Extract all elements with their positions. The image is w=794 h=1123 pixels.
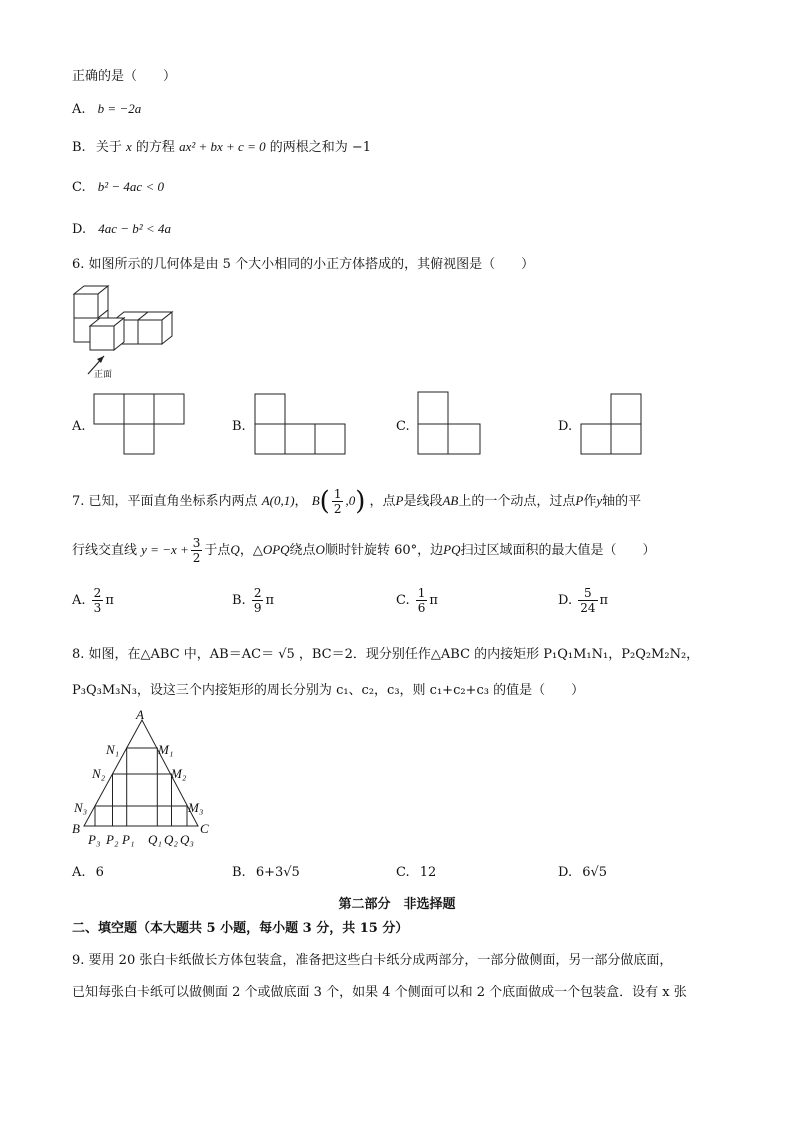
frac-num: 3	[192, 536, 201, 550]
q7-text: ，△	[239, 543, 263, 558]
option-frac	[416, 586, 428, 615]
part-two-title: 第二部分 非选择题	[338, 897, 456, 912]
q5-option-c[interactable]	[72, 178, 164, 197]
frac-den: 3	[93, 601, 102, 615]
q7-point-b-name: B	[311, 493, 320, 508]
q6-stem: 6. 如图所示的几何体是由 5 个大小相同的小正方体搭成的，其俯视图是（ ）	[72, 257, 535, 272]
option-value: 6	[95, 865, 104, 880]
q8-line2: P₃Q₃M₃N₃，设这三个内接矩形的周长分别为 c₁、c₂，c₃，则 c₁+c₂+c₃ 的值是（ ）	[72, 683, 585, 698]
option-label: C.	[396, 865, 410, 880]
q6-option-d-view[interactable]	[581, 394, 645, 456]
q6-option-a-view[interactable]	[94, 394, 186, 456]
q7-segment-ab: AB	[442, 493, 459, 508]
section-heading: 二、填空题（本大题共 5 小题，每小题 3 分，共 15 分）	[72, 921, 409, 936]
frac-num: 5	[578, 586, 597, 601]
q7-text: 扫过区域面积的最大值是（ ）	[460, 543, 656, 558]
option-label: B.	[232, 593, 246, 608]
pi-symbol: π	[429, 593, 438, 608]
option-label: D.	[72, 222, 87, 237]
q6-option-a-label[interactable]: A.	[72, 419, 86, 434]
q6-option-b-view[interactable]	[255, 394, 347, 456]
label-q2: Q₂	[164, 832, 178, 847]
q7-var-q: Q	[230, 542, 240, 557]
option-label: B.	[232, 865, 246, 880]
q7-line-eq: y = −x +	[141, 542, 189, 557]
q8-option-a[interactable]	[72, 864, 104, 882]
option-frac	[252, 586, 264, 615]
q7-text: 绕点	[289, 543, 316, 558]
frac-den: 2	[192, 551, 201, 565]
label-p3: P₃	[88, 832, 101, 847]
option-value: 12	[419, 865, 437, 880]
q7-text: ，点	[369, 494, 396, 509]
label-q3: Q₃	[180, 832, 194, 847]
label-q1: Q₁	[148, 832, 162, 847]
q7-option-d[interactable]	[558, 584, 608, 618]
label-a: A	[136, 707, 144, 722]
q8-option-b[interactable]	[232, 864, 300, 882]
option-frac	[578, 586, 597, 615]
q7-option-b[interactable]	[232, 584, 274, 618]
option-text-post: 的两根之和为 −1	[269, 140, 372, 155]
q7-option-a[interactable]	[72, 584, 114, 618]
option-expression: b² − 4ac < 0	[97, 179, 164, 194]
option-expression: 4ac − b² < 4a	[98, 221, 171, 236]
label-p1: P₁	[122, 832, 135, 847]
q5-option-a[interactable]	[72, 100, 141, 119]
option-label: C.	[396, 593, 410, 608]
option-label: C.	[72, 180, 86, 195]
frac-den: 9	[253, 601, 262, 615]
option-text-mid: 的方程	[135, 140, 175, 155]
label-c: C	[200, 821, 209, 836]
q5-option-b[interactable]	[72, 138, 371, 157]
q7-var-p: P	[395, 493, 404, 508]
option-label: A.	[72, 593, 86, 608]
q7-line1	[72, 484, 641, 519]
q6-option-d-label[interactable]: D.	[558, 419, 573, 434]
cube-solid-figure	[70, 284, 170, 380]
label-n1: N₁	[106, 742, 120, 757]
option-var: x	[125, 139, 132, 154]
option-equation: ax² + bx + c = 0	[179, 139, 266, 154]
frac-num: 1	[333, 487, 342, 501]
q9-line1: 9. 要用 20 张白卡纸做长方体包装盒，准备把这些白卡纸分成两部分，一部分做侧面，另一部分做底面，	[72, 953, 673, 968]
option-frac	[92, 586, 104, 615]
q7-segment-pq: PQ	[443, 542, 461, 557]
frac-num: 2	[253, 586, 262, 600]
q7-line2	[72, 532, 655, 569]
front-label: 正面	[94, 370, 113, 380]
label-b: B	[72, 821, 80, 836]
option-label: D.	[558, 865, 573, 880]
q7-text: 行线交直线	[72, 543, 138, 558]
option-label: D.	[558, 593, 573, 608]
frac-den: 6	[417, 601, 426, 615]
q7-line-frac	[191, 536, 203, 565]
q7-text: 7. 已知，平面直角坐标系内两点	[72, 494, 258, 509]
right-paren: )	[355, 486, 366, 517]
label-n2: N₂	[92, 766, 106, 781]
q7-text: 顺时针旋转 60°，边	[324, 543, 444, 558]
q6-option-c-label[interactable]: C.	[396, 419, 410, 434]
q8-line1: 8. 如图，在△ABC 中，AB＝AC＝ √5 ，BC＝2．现分别任作△ABC 的内接矩形 P₁Q₁M₁N₁，P₂Q₂M₂N₂，	[72, 647, 700, 662]
pi-symbol: π	[265, 593, 275, 608]
label-m1: M₁	[158, 742, 174, 757]
q7-var-y: y	[596, 493, 603, 508]
option-label: B.	[72, 140, 86, 155]
q6-option-c-view[interactable]	[418, 392, 482, 456]
option-label: A.	[72, 102, 86, 117]
q7-point-b-frac	[332, 487, 344, 516]
frac-den: 2	[333, 502, 342, 516]
option-label: A.	[72, 865, 86, 880]
label-n3: N₃	[74, 800, 88, 815]
pi-symbol: π	[599, 593, 609, 608]
q7-triangle: OPQ	[262, 542, 290, 557]
q7-text: 是线段	[403, 494, 443, 509]
label-p2: P₂	[106, 832, 119, 847]
frac-den: 24	[580, 601, 596, 615]
q7-var-p: P	[575, 493, 584, 508]
q7-text: 于点	[204, 543, 231, 558]
frac-num: 2	[93, 586, 102, 600]
option-expression: b = −2a	[97, 101, 142, 116]
q7-text: 轴的平	[602, 494, 642, 509]
q5-option-d[interactable]	[72, 220, 171, 239]
q7-comma: ，	[294, 494, 308, 509]
q5-stem-tail: 正确的是（ ）	[72, 69, 177, 84]
q9-line2: 已知每张白卡纸可以做侧面 2 个或做底面 3 个，如果 4 个侧面可以和 2 个底面做成一个包装盒．设有 x 张	[72, 985, 687, 1000]
q7-option-c[interactable]	[396, 584, 438, 618]
q6-option-b-label[interactable]: B.	[232, 419, 246, 434]
option-value: 6√5	[582, 865, 608, 880]
q7-var-o: O	[315, 542, 325, 557]
label-m3: M₃	[188, 800, 204, 815]
q7-point-a: A(0,1)	[261, 493, 295, 508]
q8-option-c[interactable]	[396, 864, 436, 882]
triangle-figure	[70, 708, 220, 852]
q7-text: 作	[583, 494, 597, 509]
label-m2: M₂	[171, 766, 187, 781]
option-value: 6+3√5	[255, 865, 300, 880]
pi-symbol: π	[105, 593, 114, 608]
option-text-pre: 关于	[95, 140, 122, 155]
q8-option-d[interactable]	[558, 864, 607, 882]
left-paren: (	[319, 486, 330, 517]
frac-num: 1	[417, 586, 426, 600]
q7-point-b-y: ,0	[345, 493, 356, 508]
q7-text: 上的一个动点，过点	[458, 494, 576, 509]
